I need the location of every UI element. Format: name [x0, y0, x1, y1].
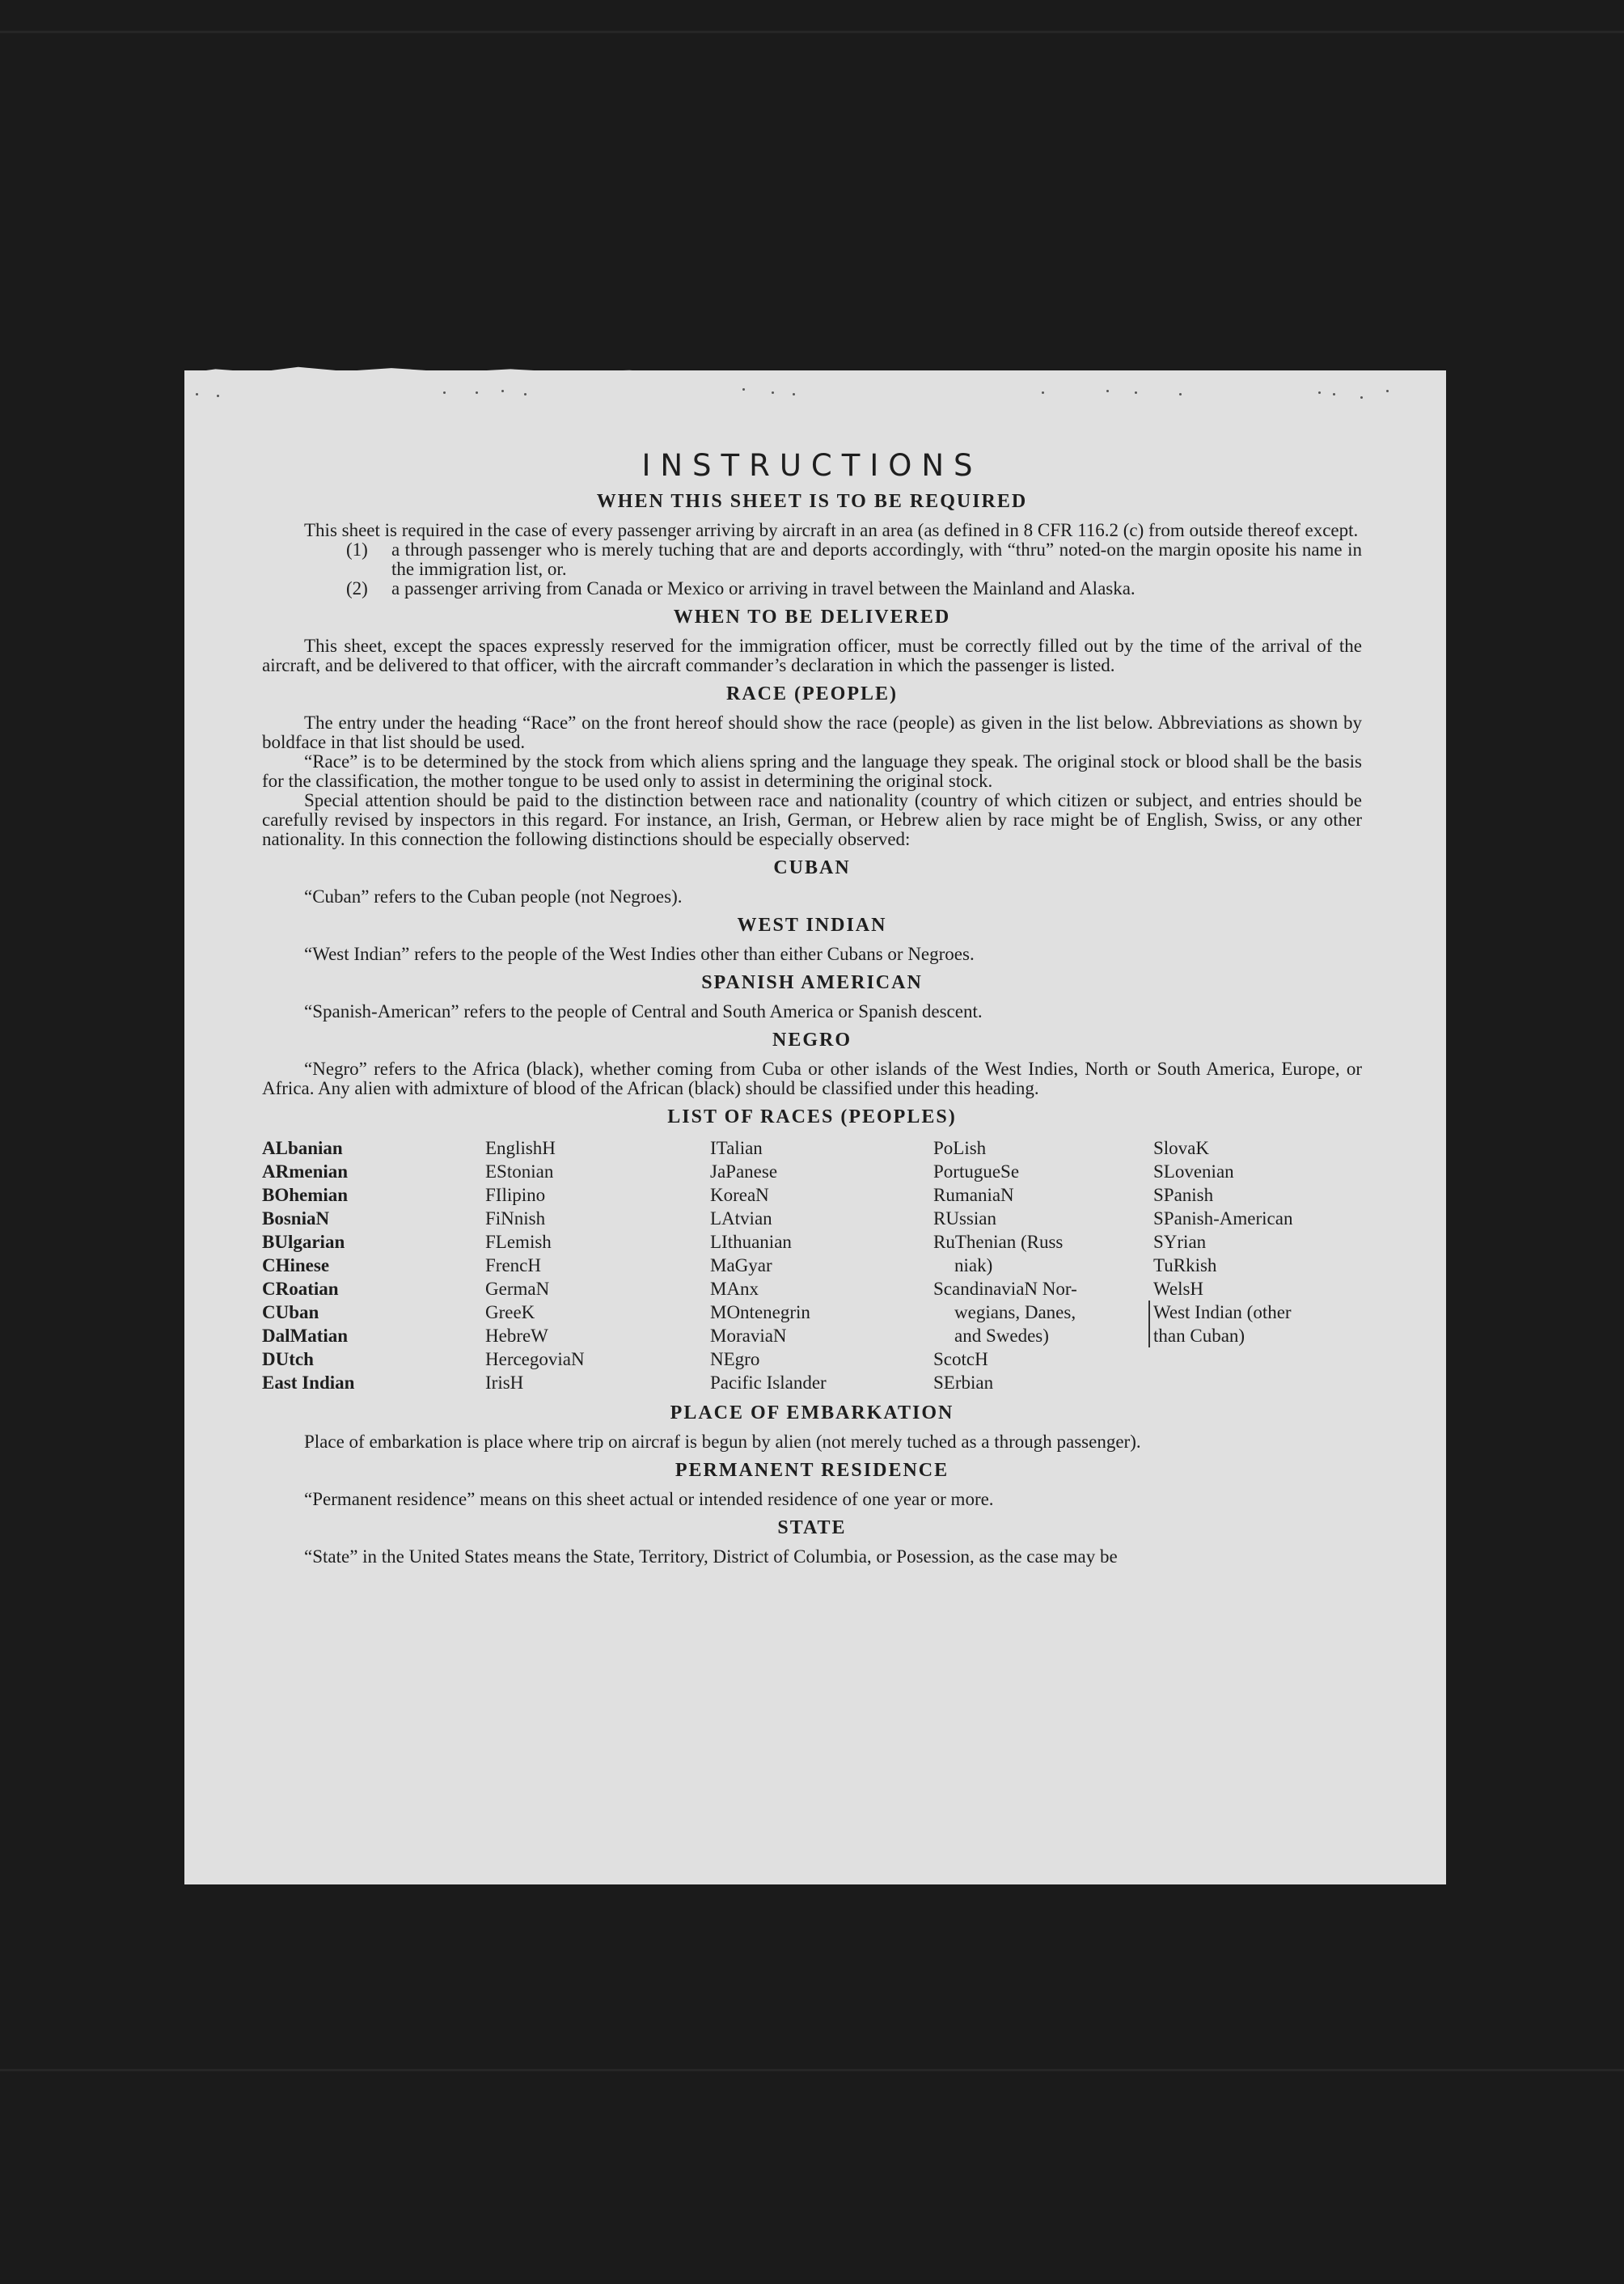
race-entry: RumaniaN: [933, 1185, 1014, 1205]
races-column-3: [710, 1136, 933, 1394]
race-entry: CHinese: [262, 1255, 330, 1275]
race-entry: TuRkish: [1153, 1255, 1217, 1275]
race-entry: EStonian: [485, 1161, 554, 1182]
race-entry: DalMatian: [262, 1326, 349, 1346]
race-entry: RUssian: [933, 1208, 996, 1229]
race-entry: SLovenian: [1153, 1161, 1234, 1182]
race-entry: PoLish: [933, 1138, 987, 1158]
race-entry-continuation: niak): [954, 1255, 993, 1275]
spanish-american-text: “Spanish-American” refers to the people of Central and South America or Spanish descent.: [304, 1001, 983, 1021]
race-paragraph-2: “Race” is to be determined by the stock from which aliens spring and the language they speak. The original stock or blood shall be the basis for the classification, the mother tongue to be used only to assist in determining the original stock.: [262, 751, 1362, 791]
race-entry: FrencH: [485, 1255, 541, 1275]
race-entry-continuation: and Swedes): [954, 1326, 1049, 1346]
races-column-1: [262, 1136, 485, 1394]
race-entry: GreeK: [485, 1302, 535, 1322]
race-entry: WelsH: [1153, 1279, 1204, 1299]
race-entry: ALbanian: [262, 1138, 343, 1158]
heading-cuban: CUBAN: [773, 857, 851, 878]
race-entry: BOhemian: [262, 1185, 349, 1205]
race-entry: SPanish: [1153, 1185, 1214, 1205]
west-indian-text: “West Indian” refers to the people of the West Indies other than either Cubans or Negroes.: [304, 944, 975, 964]
race-entry: FIlipino: [485, 1185, 546, 1205]
race-entry: MOntenegrin: [710, 1302, 810, 1322]
heading-west-indian: WEST INDIAN: [737, 915, 887, 936]
race-entry: BUlgarian: [262, 1232, 345, 1252]
residence-text: “Permanent residence” means on this sheet actual or intended residence of one year or more.: [304, 1489, 994, 1509]
race-entry: SPanish-American: [1153, 1208, 1293, 1229]
race-entry: NEgro: [710, 1349, 760, 1369]
exception-text: a passenger arriving from Canada or Mexico or arriving in travel between the Mainland and Alaska.: [391, 578, 1136, 598]
race-entry: West Indian (other: [1148, 1301, 1362, 1324]
embarkation-text: Place of embarkation is place where trip on aircraf is begun by alien (not merely tuched as a through passenger).: [304, 1432, 1141, 1452]
races-table: [262, 1136, 1362, 1394]
race-paragraph-1: The entry under the heading “Race” on the front hereof should show the race (people) as given in the list below. Abbreviations as shown by boldface in that list should be used.: [262, 713, 1362, 752]
heading-permanent-residence: PERMANENT RESIDENCE: [675, 1460, 949, 1481]
races-column-4: [933, 1136, 1153, 1394]
race-entry: ScotcH: [933, 1349, 988, 1369]
race-entry: Pacific Islander: [710, 1373, 827, 1393]
race-entry: SlovaK: [1153, 1138, 1209, 1158]
race-entry: FiNnish: [485, 1208, 546, 1229]
races-column-5: [1153, 1136, 1362, 1394]
race-entry-continuation: wegians, Danes,: [954, 1302, 1076, 1322]
race-entry: CRoatian: [262, 1279, 339, 1299]
delivered-text: This sheet, except the spaces expressly reserved for the immigration officer, must be correctly filled out by the time of the arrival of the aircraft, and be delivered to that officer, with the aircraft commander’s declaration in which the passenger is listed.: [262, 636, 1362, 675]
exception-number: (1): [346, 539, 368, 560]
races-column-2: [485, 1136, 710, 1394]
race-entry: RuThenian (Russ: [933, 1232, 1064, 1252]
sheet-content: [262, 448, 1362, 1567]
torn-edge: [184, 361, 702, 382]
race-entry: BosniaN: [262, 1208, 330, 1229]
scan-edge-bottom: [0, 2069, 1624, 2071]
race-entry: ScandinaviaN Nor-: [933, 1279, 1077, 1299]
exception-item: [262, 579, 1362, 598]
race-entry: MoraviaN: [710, 1326, 787, 1346]
heading-when-required: WHEN THIS SHEET IS TO BE REQUIRED: [596, 491, 1028, 512]
heading-race: RACE (PEOPLE): [726, 683, 898, 704]
exception-number: (2): [346, 578, 368, 598]
heading-spanish-american: SPANISH AMERICAN: [701, 972, 923, 993]
heading-place-of-embarkation: PLACE OF EMBARKATION: [670, 1402, 954, 1423]
race-entry: HercegoviaN: [485, 1349, 585, 1369]
page-title: INSTRUCTIONS: [641, 448, 983, 483]
race-entry: GermaN: [485, 1279, 550, 1299]
race-entry-continuation: than Cuban): [1148, 1324, 1362, 1347]
race-entry: SYrian: [1153, 1232, 1207, 1252]
race-entry: CUban: [262, 1302, 319, 1322]
race-entry: East Indian: [262, 1373, 355, 1393]
race-entry: ITalian: [710, 1138, 763, 1158]
race-entry: FLemish: [485, 1232, 552, 1252]
race-entry: IrisH: [485, 1373, 524, 1393]
race-paragraph-3: Special attention should be paid to the distinction between race and nationality (country of which citizen or subject, and entries should be carefully revised by inspectors in this regard. For instance, an Irish, German, or Hebrew alien by race might be of English, Swiss, or any other nationality. In this connection the following distinctions should be especially observed:: [262, 790, 1362, 849]
scan-edge-top: [0, 31, 1624, 33]
race-entry: ARmenian: [262, 1161, 349, 1182]
race-entry: PortugueSe: [933, 1161, 1020, 1182]
heading-state: STATE: [777, 1517, 847, 1538]
required-intro: This sheet is required in the case of every passenger arriving by aircraft in an area (as defined in 8 CFR 116.2 (c) from outside thereof except.: [304, 520, 1359, 540]
race-entry: DUtch: [262, 1349, 314, 1369]
race-entry: KoreaN: [710, 1185, 769, 1205]
heading-negro: NEGRO: [772, 1030, 852, 1051]
race-entry: LAtvian: [710, 1208, 772, 1229]
heading-when-delivered: WHEN TO BE DELIVERED: [673, 607, 951, 628]
negro-text: “Negro” refers to the Africa (black), whether coming from Cuba or other islands of the West Indies, North or South America, Europe, or Africa. Any alien with admixture of blood of the African (black) should be classified under this heading.: [262, 1059, 1362, 1098]
instruction-sheet: [184, 370, 1446, 1884]
race-entry: EnglishH: [485, 1138, 556, 1158]
heading-list-of-races: LIST OF RACES (PEOPLES): [667, 1106, 957, 1127]
state-text: “State” in the United States means the State, Territory, District of Columbia, or Posession, as the case may be: [304, 1546, 1118, 1567]
exception-item: [262, 540, 1362, 579]
paper-specks: [184, 387, 1446, 419]
race-entry: MaGyar: [710, 1255, 772, 1275]
race-entry: HebreW: [485, 1326, 548, 1346]
race-entry: LIthuanian: [710, 1232, 792, 1252]
cuban-text: “Cuban” refers to the Cuban people (not Negroes).: [304, 886, 683, 907]
race-entry: JaPanese: [710, 1161, 778, 1182]
exception-text: a through passenger who is merely tuching that are and deports accordingly, with “thru” noted-on the margin oposite his name in the immigration list, or.: [391, 539, 1362, 579]
race-entry: SErbian: [933, 1373, 994, 1393]
race-entry: MAnx: [710, 1279, 759, 1299]
